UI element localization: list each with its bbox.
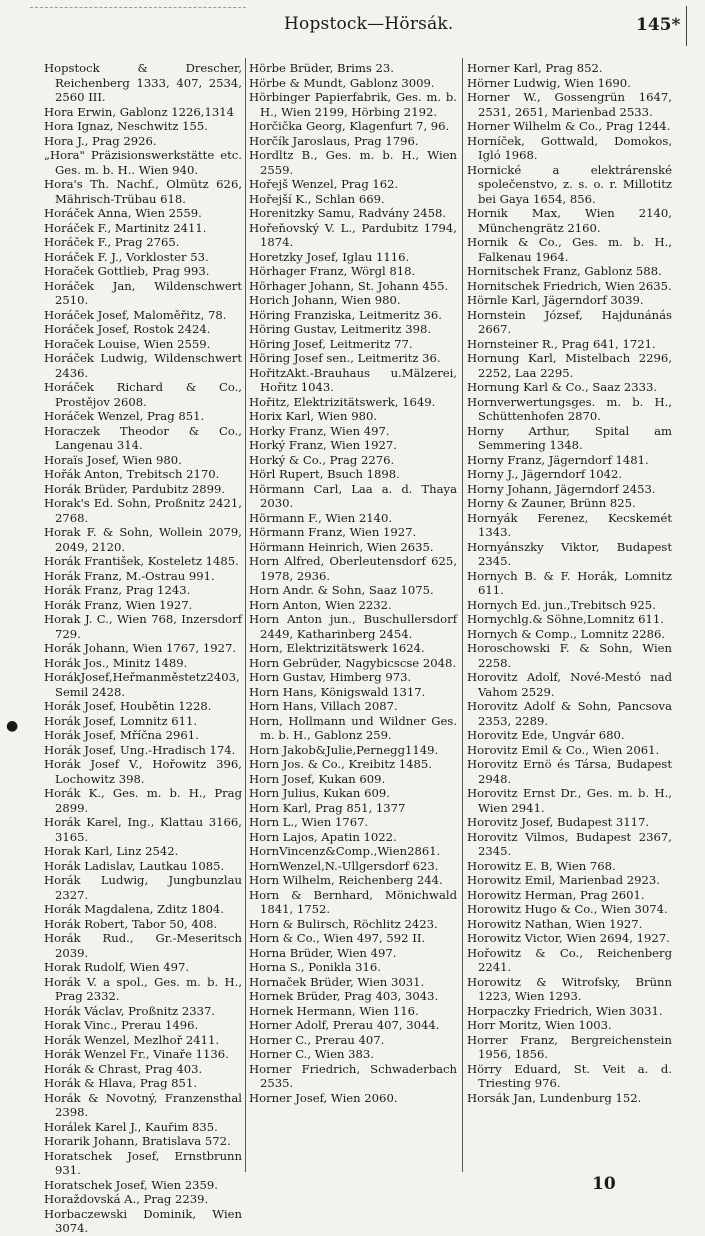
directory-entry: Höring Josef, Leitmeritz 77. — [249, 336, 413, 351]
directory-column-3 — [467, 61, 672, 1105]
directory-entry: Horák V. a spol., Ges. m. b. H., Prag 2332. — [44, 974, 242, 1003]
directory-entry: Hořowitz & Co., Reichenberg 2241. — [467, 945, 672, 974]
directory-entry: Hora Erwin, Gablonz 1226,1314 — [44, 104, 234, 119]
directory-entry: Horn & Bernhard, Mönichwald 1841, 1752. — [249, 887, 457, 916]
directory-entry: Hörmann Carl, Laa a. d. Thaya 2030. — [249, 481, 457, 510]
directory-entry: Horak F. & Sohn, Wollein 2079, 2049, 2120. — [44, 525, 242, 554]
directory-entry: Horovitz Ede, Ungvár 680. — [467, 728, 625, 742]
directory-entry: Hornstein József, Hajdunánás 2667. — [467, 307, 672, 336]
directory-entry: Horatschek Josef, Wien 2359. — [44, 1177, 218, 1192]
directory-entry: Horák Josef V., Hořowitz 396, Lochowitz 398. — [44, 757, 242, 786]
directory-entry: Horák & Chrast, Prag 403. — [44, 1061, 203, 1076]
directory-entry: Horký Franz, Wien 1927. — [249, 438, 397, 452]
directory-entry: Horák Ladislav, Lautkau 1085. — [44, 858, 225, 873]
directory-entry: Hornické a elektrárenské společenstvo, z. s. o. r. Millotitz bei Gaya 1654, 856. — [467, 162, 672, 206]
directory-entry: Hornverwertungsges. m. b. H., Schüttenhofen 2870. — [467, 394, 672, 423]
directory-entry: Horák Josef, Mříčna 2961. — [44, 728, 199, 742]
directory-entry: Horn, Hollmann und Wildner Ges. m. b. H., Gablonz 259. — [249, 713, 457, 742]
directory-entry: Horowitz Hugo & Co., Wien 3074. — [467, 902, 668, 916]
page-number: 145* — [636, 15, 681, 35]
directory-entry: Horovitz Adolf, Nové-Mestó nad Vahom 2529. — [467, 670, 672, 699]
directory-entry: Horner Friedrich, Schwaderbach 2535. — [249, 1061, 457, 1090]
directory-entry: Horak Karl, Linz 2542. — [44, 844, 179, 858]
directory-entry: Horák Jos., Minitz 1489. — [44, 655, 188, 670]
directory-entry: Hora's Th. Nachf., Olmütz 626, Mährisch-Trübau 618. — [44, 177, 242, 206]
directory-entry: Hörbe & Mundt, Gablonz 3009. — [249, 75, 435, 90]
directory-entry: Horáček Anna, Wien 2559. — [44, 206, 202, 220]
directory-entry: Horoschowski F. & Sohn, Wien 2258. — [467, 641, 672, 670]
directory-entry: Horáček Josef, Maloměřitz, 78. — [44, 307, 227, 322]
directory-entry: Hornaček Brüder, Wien 3031. — [249, 974, 425, 989]
directory-entry: Horn Andr. & Sohn, Saaz 1075. — [249, 583, 434, 597]
directory-entry: Horner W., Gossengrün 1647, 2531, 2651, Marienbad 2533. — [467, 90, 672, 119]
directory-entry: Hořitz, Elektrizitätswerk, 1649. — [249, 394, 436, 409]
column-divider — [245, 58, 246, 1172]
directory-entry: Horovitz Ernö és Társa, Budapest 2948. — [467, 757, 672, 786]
directory-entry: Horký & Co., Prag 2276. — [249, 452, 395, 467]
directory-entry: Horna S., Ponikla 316. — [249, 960, 381, 974]
directory-entry: Hornyák Ferenez, Kecskemét 1343. — [467, 510, 672, 539]
directory-entry: HořitzAkt.-Brauhaus u.Mälzerei, Hořitz 1043. — [249, 365, 457, 394]
directory-entry: Hornych B. & F. Horák, Lomnitz 611. — [467, 568, 672, 597]
directory-entry: Horáček Jan, Wildenschwert 2510. — [44, 278, 242, 307]
directory-entry: Horak's Ed. Sohn, Proßnitz 2421, 2768. — [44, 496, 242, 525]
directory-entry: Hornik Max, Wien 2140, Münchengrätz 2160. — [467, 206, 672, 235]
directory-entry: Hörhager Johann, St. Johann 455. — [249, 278, 449, 293]
directory-entry: Horák Magdalena, Zditz 1804. — [44, 902, 224, 916]
directory-entry: Hořejší K., Schlan 669. — [249, 191, 385, 206]
directory-entry: Horak Vinc., Prerau 1496. — [44, 1018, 199, 1032]
directory-entry: Hörhager Franz, Wörgl 818. — [249, 264, 416, 278]
directory-entry: Horowitz Nathan, Wien 1927. — [467, 916, 643, 931]
directory-entry: Horák Franz, Wien 1927. — [44, 597, 193, 612]
directory-entry: Horák Josef, Houbětin 1228. — [44, 699, 212, 713]
directory-entry: Horálek Karel J., Kauřim 835. — [44, 1119, 218, 1134]
directory-entry: Horn Gebrüder, Nagybicscse 2048. — [249, 655, 457, 670]
directory-entry: Horn Gustav, Himberg 973. — [249, 670, 412, 684]
directory-entry: Horak J. C., Wien 768, Inzersdorf 729. — [44, 612, 242, 641]
directory-entry: Horaček Louise, Wien 2559. — [44, 336, 211, 351]
directory-entry: Hörnle Karl, Jägerndorf 3039. — [467, 293, 644, 307]
directory-entry: Hornitschek Franz, Gablonz 588. — [467, 264, 662, 278]
directory-entry: Hora Ignaz, Neschwitz 155. — [44, 119, 208, 133]
directory-entry: Horák Franz, M.-Ostrau 991. — [44, 568, 215, 583]
directory-entry: Hornsteiner R., Prag 641, 1721. — [467, 336, 656, 351]
directory-entry: „Hora" Präzisionswerkstätte etc. Ges. m. b. H.. Wien 940. — [44, 148, 242, 177]
page-header — [0, 0, 705, 52]
directory-entry: Horák Rud., Gr.-Meseritsch 2039. — [44, 931, 242, 960]
directory-entry: Horák Josef, Lomnitz 611. — [44, 713, 198, 728]
directory-entry: Höring Franziska, Leitmeritz 36. — [249, 307, 442, 322]
directory-entry: Horáček F., Prag 2765. — [44, 235, 180, 249]
directory-column-2 — [249, 61, 457, 1105]
directory-entry: Horčík Jaroslaus, Prag 1796. — [249, 133, 419, 148]
directory-entry: Horák Václav, Proßnitz 2337. — [44, 1003, 216, 1018]
directory-entry: Hornek Hermann, Wien 116. — [249, 1003, 419, 1018]
directory-entry: Horák Wenzel Fr., Vinaře 1136. — [44, 1047, 229, 1061]
running-title: Hopstock—Hörsák. — [284, 14, 454, 34]
directory-entry: Hordltz B., Ges. m. b. H., Wien 2559. — [249, 148, 457, 177]
directory-entry: Horák Johann, Wien 1767, 1927. — [44, 641, 237, 655]
directory-entry: Höring Gustav, Leitmeritz 398. — [249, 322, 432, 336]
directory-entry: Horn & Bulirsch, Röchlitz 2423. — [249, 916, 438, 931]
directory-entry: Horák František, Kosteletz 1485. — [44, 554, 239, 568]
directory-entry: Horny Johann, Jägerndorf 2453. — [467, 481, 656, 496]
directory-entry: HornVincenz&Comp.,Wien2861. — [249, 844, 441, 858]
directory-entry: Horetzky Josef, Iglau 1116. — [249, 249, 410, 264]
directory-entry: Horak Rudolf, Wien 497. — [44, 960, 190, 974]
directory-entry: Horaždovská A., Prag 2239. — [44, 1192, 209, 1206]
directory-entry: Horner Wilhelm & Co., Prag 1244. — [467, 119, 671, 133]
directory-entry: Hopstock & Drescher, Reichenberg 1333, 407, 2534, 2560 III. — [44, 61, 242, 104]
directory-entry: Hörmann Franz, Wien 1927. — [249, 525, 417, 539]
directory-entry: Horarik Johann, Bratislava 572. — [44, 1134, 231, 1148]
directory-entry: Hörbe Brüder, Brims 23. — [249, 61, 394, 75]
directory-entry: Horny Franz, Jägerndorf 1481. — [467, 452, 649, 467]
directory-entry: Horny Arthur, Spital am Semmering 1348. — [467, 423, 672, 452]
directory-entry: Horáček Josef, Rostok 2424. — [44, 322, 211, 336]
header-rule — [30, 7, 246, 8]
directory-entry: Horn Hans, Königswald 1317. — [249, 684, 426, 699]
directory-entry: Horbaczewski Dominik, Wien 3074. — [44, 1206, 242, 1235]
directory-entry: Hornychlg.& Söhne,Lomnitz 611. — [467, 612, 664, 626]
directory-entry: Horn Jos. & Co., Kreibitz 1485. — [249, 757, 432, 771]
directory-entry: Horn Jakob&Julie,Pernegg1149. — [249, 742, 439, 757]
directory-entry: Horáček F., Martinitz 2411. — [44, 220, 207, 235]
directory-entry: Horowitz & Witrofsky, Brünn 1223, Wien 1293. — [467, 974, 672, 1003]
directory-entry: Horaček Gottlieb, Prag 993. — [44, 264, 210, 278]
directory-entry: Hora J., Prag 2926. — [44, 133, 157, 148]
directory-entry: Horák & Hlava, Prag 851. — [44, 1076, 198, 1090]
directory-entry: Horowitz Victor, Wien 2694, 1927. — [467, 931, 670, 945]
directory-entry: Hořejš Wenzel, Prag 162. — [249, 177, 399, 191]
directory-entry: Horn Karl, Prag 851, 1377 — [249, 800, 406, 815]
directory-entry: Horovitz Josef, Budapest 3117. — [467, 815, 650, 829]
directory-entry: Horner Karl, Prag 852. — [467, 61, 603, 75]
directory-entry: HornWenzel,N.-Ullgersdorf 623. — [249, 858, 439, 873]
directory-entry: Hornek Brüder, Prag 403, 3043. — [249, 989, 439, 1003]
directory-entry: Hörl Rupert, Bsuch 1898. — [249, 467, 400, 481]
directory-entry: Horatschek Josef, Ernstbrunn 931. — [44, 1148, 242, 1177]
directory-entry: Horny & Zauner, Brünn 825. — [467, 496, 636, 510]
directory-entry: Horr Moritz, Wien 1003. — [467, 1018, 612, 1032]
directory-entry: Horčička Georg, Klagenfurt 7, 96. — [249, 119, 450, 133]
directory-entry: Horák & Novotný, Franzensthal 2398. — [44, 1090, 242, 1119]
column-divider — [462, 58, 463, 1172]
header-margin-line — [686, 6, 687, 46]
directory-entry: Horowitz Emil, Marienbad 2923. — [467, 873, 660, 887]
directory-entry: Horn Lajos, Apatin 1022. — [249, 829, 397, 844]
directory-entry: Horovitz Vilmos, Budapest 2367, 2345. — [467, 829, 672, 858]
directory-entry: Horix Karl, Wien 980. — [249, 409, 378, 423]
directory-column-1 — [44, 61, 242, 1236]
directory-entry: Hörry Eduard, St. Veit a. d. Triesting 976. — [467, 1061, 672, 1090]
directory-entry: Horovitz Ernst Dr., Ges. m. b. H., Wien 2941. — [467, 786, 672, 815]
directory-entry: Hörmann Heinrich, Wien 2635. — [249, 539, 434, 554]
directory-entry: HorákJosef,Heřmanměstetz2403, Semil 2428. — [44, 670, 240, 699]
directory-entry: Hornyánszky Viktor, Budapest 2345. — [467, 539, 672, 568]
directory-entry: Hörmann F., Wien 2140. — [249, 510, 393, 525]
directory-entry: Horner C., Prerau 407. — [249, 1032, 385, 1047]
directory-entry: Horaczek Theodor & Co., Langenau 314. — [44, 423, 242, 452]
directory-entry: Horáček Wenzel, Prag 851. — [44, 409, 205, 423]
directory-entry: Hornik & Co., Ges. m. b. H., Falkenau 1964. — [467, 235, 672, 264]
directory-entry: Hörner Ludwig, Wien 1690. — [467, 75, 631, 90]
directory-entry: Horrer Franz, Bergreichenstein 1956, 1856. — [467, 1032, 672, 1061]
directory-entry: Horn, Elektrizitätswerk 1624. — [249, 641, 425, 655]
directory-entry: Horn & Co., Wien 497, 592 II. — [249, 931, 426, 945]
directory-entry: Horner C., Wien 383. — [249, 1047, 374, 1061]
directory-entry: Horn Anton jun., Buschullersdorf 2449, Katharinberg 2454. — [249, 612, 457, 641]
directory-entry: Horák Ludwig, Jungbunzlau 2327. — [44, 873, 242, 902]
directory-entry: Horsák Jan, Lundenburg 152. — [467, 1090, 642, 1105]
bullet-mark: ● — [6, 718, 19, 734]
directory-entry: Hořák Anton, Trebitsch 2170. — [44, 467, 220, 481]
directory-entry: Horák Wenzel, Mezlhoř 2411. — [44, 1032, 220, 1047]
directory-entry: Horn L., Wien 1767. — [249, 815, 369, 829]
directory-entry: Horák Franz, Prag 1243. — [44, 583, 191, 597]
directory-entry: Horn Anton, Wien 2232. — [249, 597, 392, 612]
directory-entry: Horpaczky Friedrich, Wien 3031. — [467, 1003, 663, 1018]
directory-entry: Hořeňovský V. L., Pardubitz 1794, 1874. — [249, 220, 457, 249]
directory-entry: Horowitz Herman, Prag 2601. — [467, 887, 645, 902]
directory-entry: Horaїs Josef, Wien 980. — [44, 452, 182, 467]
directory-entry: Horn Alfred, Oberleutensdorf 625, 1978, 2936. — [249, 554, 457, 583]
directory-entry: Horner Adolf, Prerau 407, 3044. — [249, 1018, 440, 1032]
directory-entry: Horowitz E. B, Wien 768. — [467, 858, 616, 873]
directory-entry: Horn Julius, Kukan 609. — [249, 786, 390, 800]
directory-entry: Horky Franz, Wien 497. — [249, 423, 390, 438]
directory-entry: Horn Hans, Villach 2087. — [249, 699, 398, 713]
directory-entry: Hornitschek Friedrich, Wien 2635. — [467, 278, 672, 293]
directory-entry: Horák K., Ges. m. b. H., Prag 2899. — [44, 786, 242, 815]
directory-entry: Horny J., Jägerndorf 1042. — [467, 467, 623, 481]
directory-entry: Hornych Ed. jun.,Trebitsch 925. — [467, 597, 656, 612]
directory-entry: Horich Johann, Wien 980. — [249, 293, 401, 307]
directory-entry: Hornung Karl & Co., Saaz 2333. — [467, 380, 658, 394]
directory-entry: Horák Karel, Ing., Klattau 3166, 3165. — [44, 815, 242, 844]
directory-entry: Horáček F. J., Vorkloster 53. — [44, 249, 209, 264]
directory-entry: Horák Robert, Tabor 50, 408. — [44, 916, 218, 931]
directory-entry: Horovitz Emil & Co., Wien 2061. — [467, 742, 660, 757]
directory-entry: Hornych & Comp., Lomnitz 2286. — [467, 626, 666, 641]
directory-entry: Hornung Karl, Mistelbach 2296, 2252, Laa 2295. — [467, 351, 672, 380]
directory-entry: Höring Josef sen., Leitmeritz 36. — [249, 351, 441, 365]
directory-entry: Horn Wilhelm, Reichenberg 244. — [249, 873, 443, 887]
directory-entry: Horák Brüder, Pardubitz 2899. — [44, 481, 226, 496]
directory-entry: Horn Josef, Kukan 609. — [249, 771, 386, 786]
directory-entry: Horna Brüder, Wien 497. — [249, 945, 397, 960]
directory-entry: Horáček Richard & Co., Prostějov 2608. — [44, 380, 242, 409]
directory-entry: Horníček, Gottwald, Domokos, Igló 1968. — [467, 133, 672, 162]
directory-entry: Hörbinger Papierfabrik, Ges. m. b. H., Wien 2199, Hörbing 2192. — [249, 90, 457, 119]
directory-entry: Horenitzky Samu, Radvány 2458. — [249, 206, 447, 220]
directory-entry: Horák Josef, Ung.-Hradisch 174. — [44, 742, 236, 757]
directory-entry: Horovitz Adolf & Sohn, Pancsova 2353, 2289. — [467, 699, 672, 728]
directory-entry: Horáček Ludwig, Wildenschwert 2436. — [44, 351, 242, 380]
directory-entry: Horner Josef, Wien 2060. — [249, 1090, 398, 1105]
signature-mark: 10 — [592, 1174, 616, 1194]
